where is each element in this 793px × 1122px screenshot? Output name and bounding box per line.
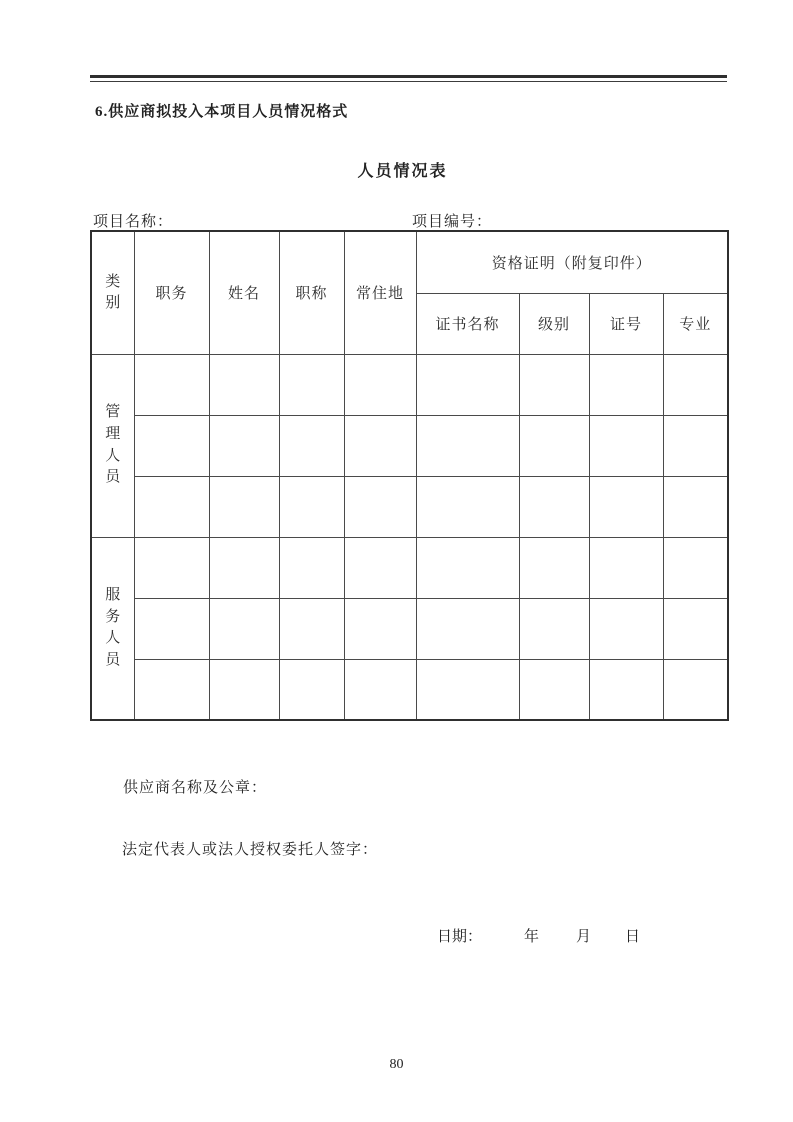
- date-line: [437, 925, 640, 946]
- header-category: [91, 231, 134, 354]
- table-empty-cell: [519, 415, 589, 476]
- group-label-service: [91, 537, 134, 720]
- table-empty-cell: [663, 537, 728, 598]
- table-empty-cell: [279, 415, 344, 476]
- personnel-table: [90, 230, 729, 721]
- table-empty-cell: [134, 659, 209, 720]
- page-number: 80: [389, 1057, 404, 1072]
- table-empty-cell: [209, 476, 279, 537]
- date-label: 日期：: [437, 929, 483, 945]
- table-empty-cell: [663, 354, 728, 415]
- header-job-title: 职称: [279, 231, 344, 354]
- group-label-management-text: 管理人员: [105, 404, 121, 486]
- table-empty-cell: [134, 415, 209, 476]
- table-empty-cell: [209, 598, 279, 659]
- table-empty-cell: [134, 476, 209, 537]
- header-category-label: 类别: [105, 273, 121, 311]
- table-empty-cell: [589, 354, 663, 415]
- table-empty-cell: [279, 598, 344, 659]
- table-empty-cell: [134, 537, 209, 598]
- table-empty-cell: [209, 415, 279, 476]
- table-empty-cell: [344, 659, 416, 720]
- table-empty-cell: [344, 476, 416, 537]
- table-empty-cell: [519, 659, 589, 720]
- table-empty-cell: [416, 415, 519, 476]
- table-empty-cell: [209, 659, 279, 720]
- header-certificate-name: 证书名称: [416, 293, 519, 354]
- table-empty-cell: [344, 415, 416, 476]
- table-empty-cell: [589, 659, 663, 720]
- table-empty-cell: [279, 659, 344, 720]
- table-empty-cell: [589, 598, 663, 659]
- header-double-rule: [90, 75, 727, 82]
- table-empty-cell: [344, 537, 416, 598]
- table-empty-cell: [519, 537, 589, 598]
- group-label-management: [91, 354, 134, 537]
- table-empty-cell: [663, 598, 728, 659]
- header-residence: 常住地: [344, 231, 416, 354]
- table-empty-cell: [416, 537, 519, 598]
- date-month-label: 月: [576, 929, 592, 945]
- table-empty-cell: [663, 659, 728, 720]
- section-heading: 6.供应商拟投入本项目人员情况格式: [95, 104, 349, 120]
- table-empty-cell: [519, 476, 589, 537]
- project-name-label: 项目名称：: [93, 214, 174, 230]
- table-empty-cell: [279, 476, 344, 537]
- date-day-label: 日: [625, 929, 641, 945]
- header-position: 职务: [134, 231, 209, 354]
- table-empty-cell: [663, 415, 728, 476]
- table-empty-cell: [589, 476, 663, 537]
- table-empty-cell: [279, 354, 344, 415]
- group-label-service-text: 服务人员: [105, 586, 121, 668]
- table-empty-cell: [416, 598, 519, 659]
- header-qualification-group: 资格证明（附复印件）: [416, 231, 728, 293]
- header-name: 姓名: [209, 231, 279, 354]
- table-empty-cell: [663, 476, 728, 537]
- header-certificate-number: 证号: [589, 293, 663, 354]
- table-empty-cell: [344, 354, 416, 415]
- supplier-seal-label: 供应商名称及公章：: [123, 780, 268, 796]
- legal-rep-signature-label: 法定代表人或法人授权委托人签字：: [122, 842, 379, 858]
- table-empty-cell: [134, 354, 209, 415]
- table-empty-cell: [279, 537, 344, 598]
- header-level: 级别: [519, 293, 589, 354]
- table-empty-cell: [589, 537, 663, 598]
- table-empty-cell: [416, 476, 519, 537]
- table-empty-cell: [589, 415, 663, 476]
- table-empty-cell: [416, 354, 519, 415]
- table-empty-cell: [519, 354, 589, 415]
- project-number-label: 项目编号：: [412, 214, 493, 230]
- table-title: 人员情况表: [357, 163, 448, 180]
- table-empty-cell: [134, 598, 209, 659]
- table-empty-cell: [416, 659, 519, 720]
- table-empty-cell: [209, 537, 279, 598]
- header-major: 专业: [663, 293, 728, 354]
- table-empty-cell: [519, 598, 589, 659]
- date-year-label: 年: [524, 929, 540, 945]
- table-empty-cell: [344, 598, 416, 659]
- table-empty-cell: [209, 354, 279, 415]
